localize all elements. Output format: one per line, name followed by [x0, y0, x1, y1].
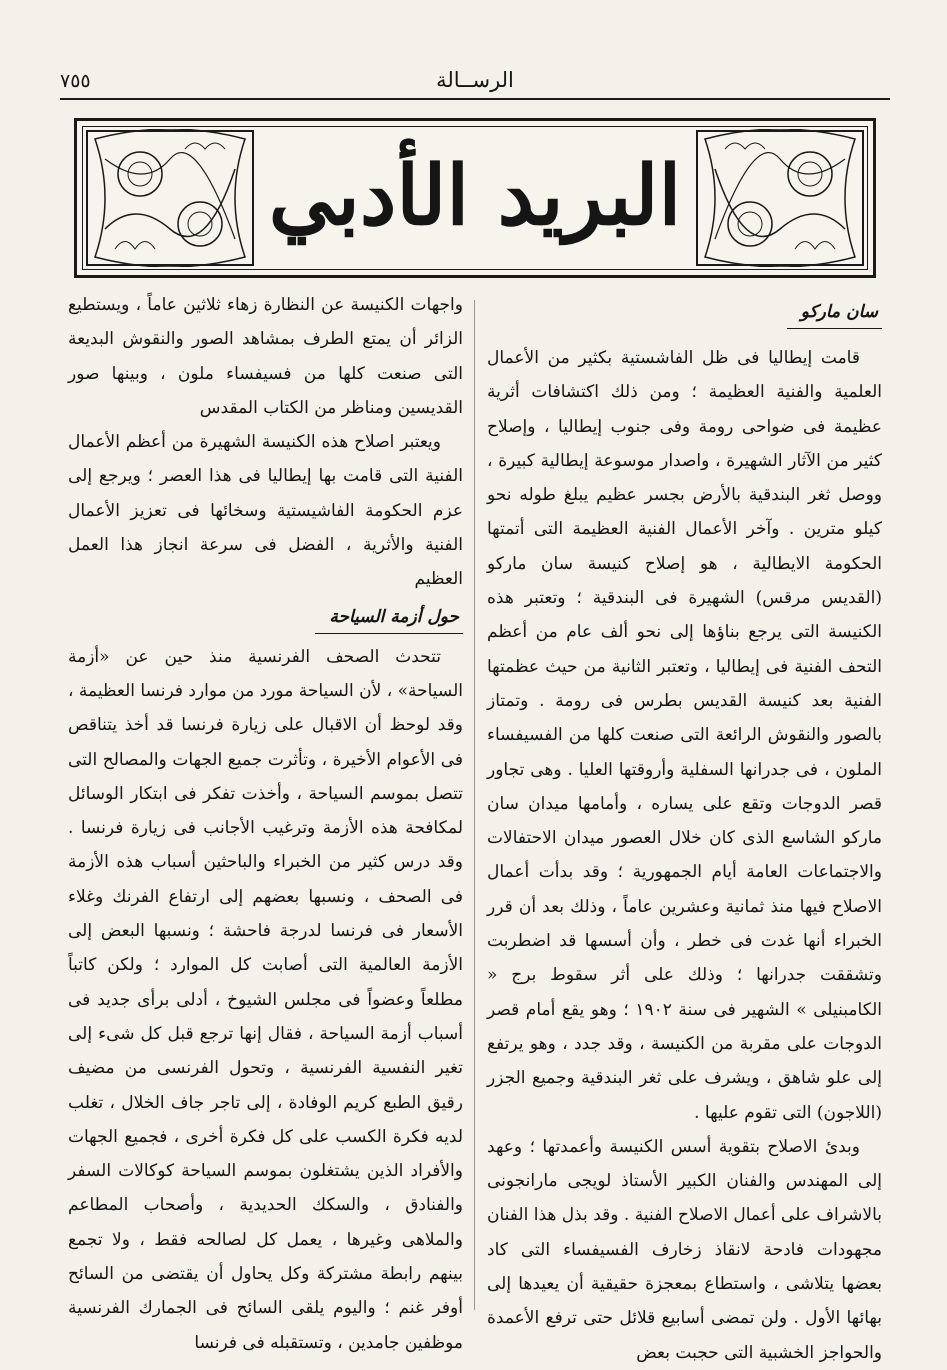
column-divider — [474, 300, 475, 1310]
right-column — [487, 290, 882, 1370]
article-paragraph: قامت إيطاليا فى ظل الفاشستية بكثير من الأعمال العلمية والفنية العظيمة ؛ ومن ذلك اكتشافات أثرية عظيمة فى ضواحى رومة وفى جنوب إيطاليا ، وإصلاح كثير من الآثار الشهيرة ، واصدار موسوعة إيطالية كبيرة ، ووصل ثغر البندقية بالأرض بجسر عظيم يبلغ طوله نحو كيلو مترين . وآخر الأعمال الفنية العظيمة التى أتمتها الحكومة الايطالية ، هو إصلاح كنيسة سان ماركو (القديس مرقس) الشهيرة فى البندقية ؛ وتعتبر هذه الكنيسة التى يرجع بناؤها إلى نحو ألف عام من أعظم التحف الفنية فى إيطاليا ، وتعتبر الثانية من حيث عظمتها الفنية بعد كنيسة القديس بطرس فى رومة . وتمتاز بالصور والنقوش الرائعة التى صنعت كلها من الفسيفساء الملون ، فى جدرانها السفلية وأروقتها العليا . وهى تجاور قصر الدوجات وتقع على يساره ، وأمامها ميدان سان ماركو الشاسع الذى كان خلال العصور ميدان الاحتفالات والاجتماعات العامة أيام الجمهورية ؛ وقد بدأت أعمال الاصلاح فيها منذ ثمانية وعشرين عاماً ، وذلك بعد أن قرر الخبراء أنها غدت فى خطر ، وأن أسسها قد اضطربت وتشققت جدرانها ؛ وذلك على أثر سقوط برج « الكامبنيلى » الشهير فى سنة ١٩٠٢ ؛ وهو يقع أمام قصر الدوجات على مقربة من الكنيسة ، وقد جدد ، وهو يرتفع إلى علو شاهق ، ويشرف على ثغر البندقية وجميع الجزر (اللاجون) التى تقوم عليها . — [487, 348, 882, 1123]
article-paragraph: ويعتبر اصلاح هذه الكنيسة الشهيرة من أعظم الأعمال الفنية التى قامت بها إيطاليا فى هذا العصر ؛ ويرجع إلى عزم الحكومة الفاشيستية وسخائها فى تعزيز الأعمال الفنية والأثرية ، الفضل فى سرعة انجاز هذا العمل العظيم — [68, 432, 463, 590]
banner-title: البريد الأدبي — [268, 148, 682, 244]
left-column — [68, 288, 463, 1360]
section-heading: حول أزمة السياحة — [315, 603, 463, 634]
section-banner — [74, 118, 876, 278]
article-paragraph: واجهات الكنيسة عن النظارة زهاء ثلاثين عاماً ، ويستطيع الزائر أن يمتع الطرف بمشاهد الصور والنقوش البديعة التى صنعت كلها من فسيفساء ملون ، وبينها صور القديسين ومناظر من الكتاب المقدس — [68, 295, 463, 418]
article-paragraph: وبدئ الاصلاح بتقوية أسس الكنيسة وأعمدتها ؛ وعهد إلى المهندس والفنان الكبير الأستاذ لويجى مارانجونى بالاشراف على أعمال الاصلاح الفنية . وقد بذل هذا الفنان مجهودات فادحة لانقاذ زخارف الفسيفساء التى كاد بعضها يتلاشى ، واستطاع بمعجزة حقيقية أن يعيدها إلى بهائها الأول . ولن تمضى أسابيع قلائل حتى ترفع الأعمدة والحواجز الخشبية التى حجبت بعض — [487, 1136, 882, 1363]
journal-name: الرســالة — [436, 68, 514, 92]
running-head — [60, 68, 890, 100]
page-number: ٧٥٥ — [60, 70, 91, 92]
arabesque-ornament-right — [695, 129, 865, 267]
article-paragraph: تتحدث الصحف الفرنسية منذ حين عن «أزمة السياحة» ، لأن السياحة مورد من موارد فرنسا العظيمة ، وقد لوحظ أن الاقبال على زيارة فرنسا قد أخذ يتناقص فى الأعوام الأخيرة ، وتأثرت جميع الجهات والمصالح التى تتصل بموسم السياحة ، وأخذت تفكر فى ابتكار الوسائل لمكافحة هذه الأزمة وترغيب الأجانب فى زيارة فرنسا . وقد درس كثير من الخبراء والباحثين أسباب هذه الأزمة فى الصحف ، ونسبها بعضهم إلى ارتفاع الفرنك وغلاء الأسعار فى فرنسا لدرجة فاحشة ؛ ونسبها البعض إلى الأزمة العالمية التى أصابت كل الموارد ؛ ولكن كاتباً مطلعاً وعضواً فى مجلس الشيوخ ، أدلى برأى جديد فى أسباب أزمة السياحة ، فقال إنها ترجع قبل كل شىء إلى تغير النفسية الفرنسية ، وتحول الفرنسى من مضيف رقيق الطبع كريم الوفادة ، إلى تاجر جاف الخلال ، تغلب لديه فكرة الكسب على كل فكرة أخرى ، فجميع الجهات والأفراد الذين يشتغلون بموسم السياحة كوكالات السفر والفنادق ، والسكك الحديدية ، وأصحاب المطاعم والملاهى وغيرها ، يعمل كل لصالحه فقط ، ولا تجمع بينهم رابطة مشتركة وكل يحاول أن يقتضى من السائح أوفر غنم ؛ واليوم يلقى السائح فى الجمارك الفرنسية موظفين جامدين ، وتستقبله فى فرنسا — [67, 646, 463, 1353]
arabesque-ornament-left — [85, 129, 255, 267]
section-heading: سان ماركو — [787, 298, 882, 329]
